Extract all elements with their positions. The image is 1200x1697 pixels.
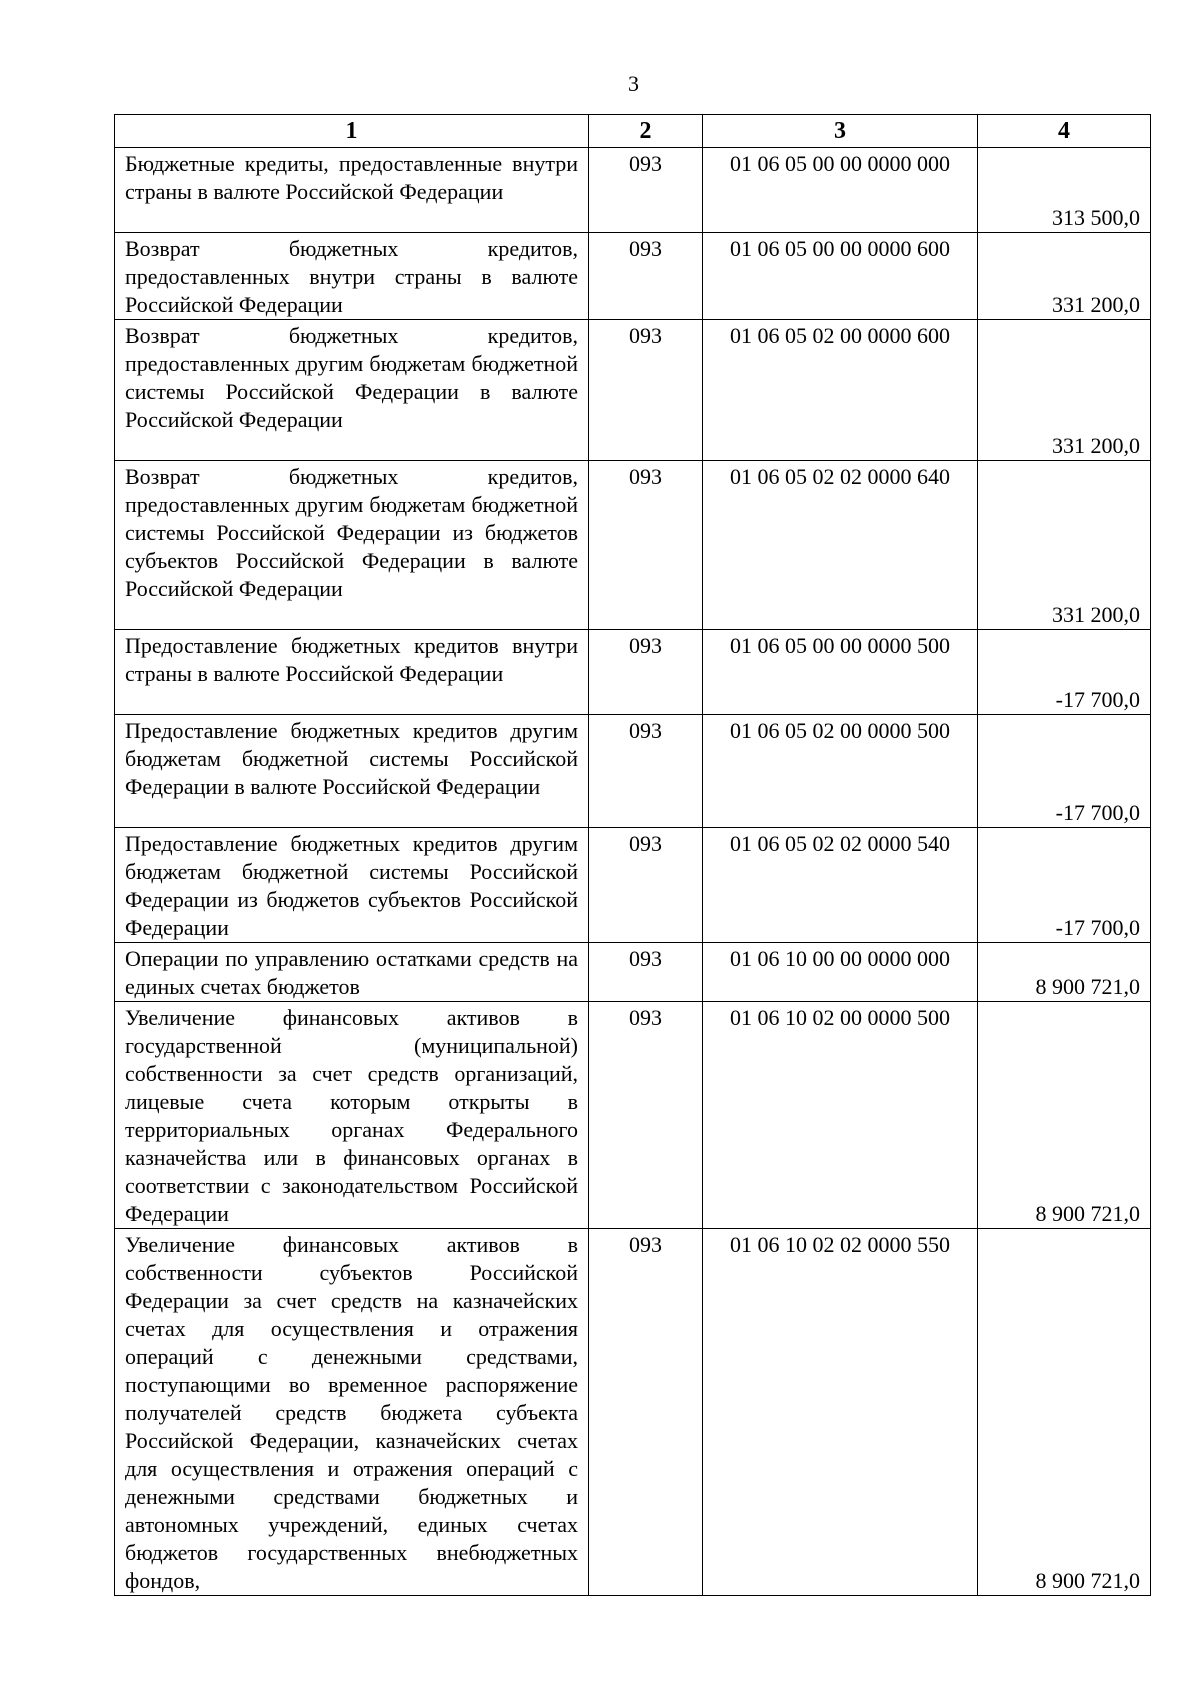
table-row (115, 1002, 1151, 1229)
row-name-cell: Возврат бюджетных кредитов, предоставленных внутри страны в валюте Российской Федерации (115, 233, 589, 320)
row-code-cell: 01 06 05 00 00 0000 600 (703, 233, 978, 320)
row-amount-cell: 331 200,0 (978, 320, 1151, 461)
table-header-row (115, 115, 1151, 148)
row-name-cell: Возврат бюджетных кредитов, предоставленных другим бюджетам бюджетной системы Российской Федерации из бюджетов субъектов Российской Федерации в валюте Российской Федерации (115, 461, 589, 630)
row-admin-cell: 093 (589, 1229, 703, 1596)
row-amount-cell: -17 700,0 (978, 715, 1151, 828)
row-name-cell: Возврат бюджетных кредитов, предоставленных другим бюджетам бюджетной системы Российской Федерации в валюте Российской Федерации (115, 320, 589, 461)
row-name-cell: Операции по управлению остатками средств на единых счетах бюджетов (115, 943, 589, 1002)
table-row (115, 943, 1151, 1002)
table-row (115, 630, 1151, 715)
row-code-cell: 01 06 05 02 02 0000 640 (703, 461, 978, 630)
row-code-cell: 01 06 10 00 00 0000 000 (703, 943, 978, 1002)
row-amount-cell: 331 200,0 (978, 461, 1151, 630)
table-row (115, 233, 1151, 320)
row-code-cell: 01 06 05 00 00 0000 000 (703, 148, 978, 233)
row-amount-cell: 8 900 721,0 (978, 1002, 1151, 1229)
table-row (115, 320, 1151, 461)
row-code-cell: 01 06 10 02 02 0000 550 (703, 1229, 978, 1596)
table-row (115, 461, 1151, 630)
row-name-cell: Предоставление бюджетных кредитов другим бюджетам бюджетной системы Российской Федерации в валюте Российской Федерации (115, 715, 589, 828)
row-name-cell: Предоставление бюджетных кредитов другим бюджетам бюджетной системы Российской Федерации из бюджетов субъектов Российской Федерации (115, 828, 589, 943)
row-admin-cell: 093 (589, 630, 703, 715)
row-admin-cell: 093 (589, 828, 703, 943)
row-admin-cell: 093 (589, 943, 703, 1002)
row-amount-cell: 8 900 721,0 (978, 1229, 1151, 1596)
column-header-1: 1 (115, 115, 589, 148)
row-admin-cell: 093 (589, 320, 703, 461)
row-amount-cell: 313 500,0 (978, 148, 1151, 233)
row-amount-cell: 331 200,0 (978, 233, 1151, 320)
page-number: 3 (628, 71, 639, 96)
row-amount-cell: 8 900 721,0 (978, 943, 1151, 1002)
row-code-cell: 01 06 05 00 00 0000 500 (703, 630, 978, 715)
table-row (115, 1229, 1151, 1596)
row-code-cell: 01 06 10 02 00 0000 500 (703, 1002, 978, 1229)
row-name-cell: Увеличение финансовых активов в собственности субъектов Российской Федерации за счет средств на казначейских счетах для осуществления и отражения операций с денежными средствами, поступающими во временное распоряжение получателей средств бюджета субъекта Российской Федерации, казначейских счетах для осуществления и отражения операций с денежными средствами бюджетных и автономных учреждений, единых счетах бюджетов государственных внебюджетных фондов, (115, 1229, 589, 1596)
column-header-3: 3 (703, 115, 978, 148)
column-header-2: 2 (589, 115, 703, 148)
row-admin-cell: 093 (589, 461, 703, 630)
table-row (115, 148, 1151, 233)
table-row (115, 715, 1151, 828)
budget-sources-table (114, 114, 1151, 1596)
row-amount-cell: -17 700,0 (978, 630, 1151, 715)
row-admin-cell: 093 (589, 233, 703, 320)
column-header-4: 4 (978, 115, 1151, 148)
row-name-cell: Увеличение финансовых активов в государственной (муниципальной) собственности за счет средств организаций, лицевые счета которым открыты в территориальных органах Федерального казначейства или в финансовых органах в соответствии с законодательством Российской Федерации (115, 1002, 589, 1229)
row-code-cell: 01 06 05 02 00 0000 500 (703, 715, 978, 828)
row-admin-cell: 093 (589, 715, 703, 828)
table-row (115, 828, 1151, 943)
row-code-cell: 01 06 05 02 00 0000 600 (703, 320, 978, 461)
row-amount-cell: -17 700,0 (978, 828, 1151, 943)
row-admin-cell: 093 (589, 1002, 703, 1229)
row-name-cell: Предоставление бюджетных кредитов внутри страны в валюте Российской Федерации (115, 630, 589, 715)
row-code-cell: 01 06 05 02 02 0000 540 (703, 828, 978, 943)
row-name-cell: Бюджетные кредиты, предоставленные внутри страны в валюте Российской Федерации (115, 148, 589, 233)
row-admin-cell: 093 (589, 148, 703, 233)
